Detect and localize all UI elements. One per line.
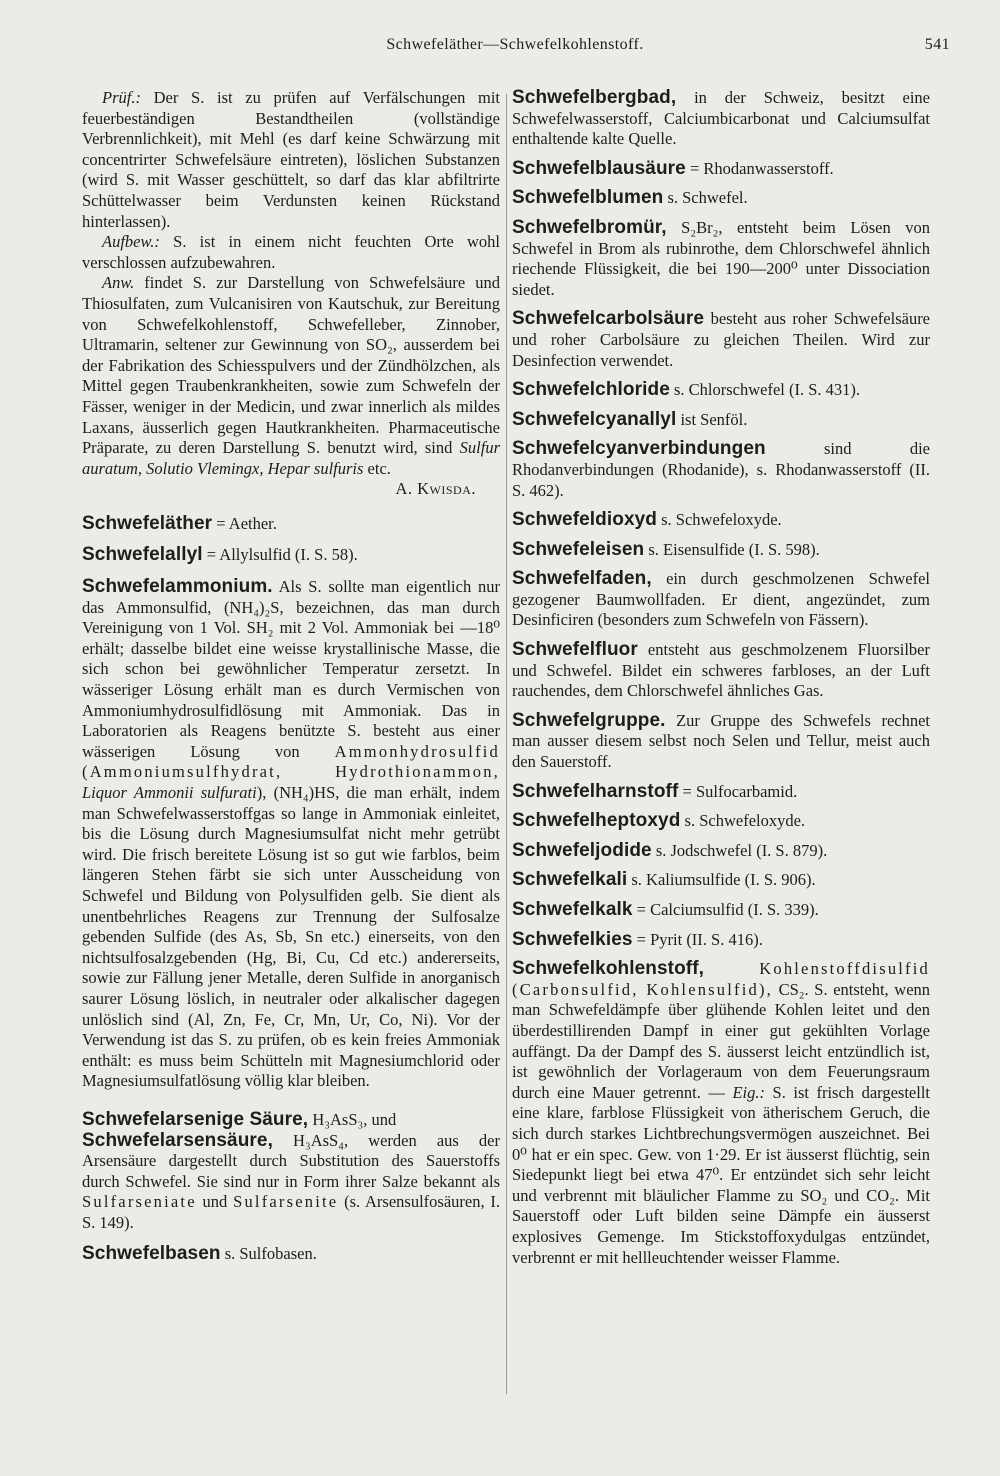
entry-text: Als S. sollte man eigentlich nur das Ammonsulfid, (NH₄)₂S, bezeichnen, das man durch Vereinigung von 1 Vol. SH₂ mit 2 Vol. Ammoniak bei —18⁰ erhält; dasselbe bildet eine weisse krystallinische Masse, die sich schon bei gewöhnlicher Temperatur zersetzt. In wässeriger Lösung erhält man es durch Vermischen von Ammoniumhydrosulfidlösung mit Ammoniak. Das in Laboratorien als Reagens benützte S. besteht aus einer wässerigen Lösung von <box>82 577 500 761</box>
entry-text: entsteht aus geschmolzenem Fluorsilber und Schwefel. Bildet ein schweres farbloses, an der Luft rauchendes, dem Chlorschwefel ähnliches Gas. <box>512 640 931 701</box>
entry-headword: Schwefelarsensäure, <box>82 1129 273 1151</box>
entry-schwefelgruppe <box>512 711 930 773</box>
anw-preparations: Sulfur auratum, Solutio Vlemingx, Hepar sulfuris <box>82 438 501 478</box>
entry-schwefeleisen <box>512 540 930 561</box>
entry-conjunction: und <box>371 1109 397 1129</box>
aufbew-text: S. ist in einem nicht feuchten Orte wohl verschlossen aufzubewahren. <box>82 232 500 272</box>
entry-headword: Schwefeläther <box>82 512 213 534</box>
entry-text: s. Schwefel. <box>667 188 748 208</box>
page-number: 541 <box>924 36 950 53</box>
entry-text: ein durch geschmolzenen Schwefel gezogener Baumwollfaden. Er dient, angezündet, zum Desinficiren (besonders zum Schwefeln von Fässern). <box>512 569 931 630</box>
entry-headword: Schwefelblausäure <box>512 157 686 179</box>
entry-schwefelaether <box>82 514 500 535</box>
entry-headword: Schwefelchloride <box>512 379 670 401</box>
entry-text: S₂Br₂, entsteht beim Lösen von Schwefel in Brom als rubinrothe, dem Chlorschwefel ähnlich riechende Flüssigkeit, die bei 190—200⁰ unter Dissociation siedet. <box>512 217 930 299</box>
entry-schwefelcyanallyl <box>512 410 930 431</box>
entry-headword: Schwefelblumen <box>512 187 664 209</box>
entry-schwefelbasen <box>82 1244 500 1265</box>
entry-text: s. Chlorschwefel (I. S. 431). <box>674 380 861 400</box>
running-header <box>80 36 950 60</box>
entry-text: s. Eisensulfide (I. S. 598). <box>648 539 820 559</box>
pruef-text: Der S. ist zu prüfen auf Verfälschungen mit feuerbeständigen Bestandtheilen (vollständige Verbrennlichkeit), mit Mehl (es darf keine Schwärzung mit concentrirter Schwefelsäure eintreten), löslichen Substanzen (wird S. mit Wasser geschüttelt, so darf das klar abfiltrirte Schüttelwasser beim Verdunsten keinen Rückstand hinterlassen). <box>82 88 500 231</box>
entry-headword: Schwefelkali <box>512 869 628 891</box>
entry-headword: Schwefelgruppe. <box>512 709 666 731</box>
entry-schwefelbromuer <box>512 218 930 300</box>
column-divider <box>506 94 507 1394</box>
entry-headword: Schwefelheptoxyd <box>512 810 681 832</box>
entry-schwefelarsensaeure <box>82 1131 500 1234</box>
entry-text: s. Jodschwefel (I. S. 879). <box>655 840 828 860</box>
entry-schwefelkohlenstoff <box>512 959 930 1268</box>
entry-headword: Schwefelkies <box>512 928 633 950</box>
entry-spaced-term: Kohlenstoffdisulfid (Carbonsulfid, Kohlensulfid), <box>512 959 930 999</box>
entry-schwefelfaden <box>512 569 930 631</box>
entry-text: s. Kaliumsulfide (I. S. 906). <box>631 870 816 890</box>
entry-text: s. Schwefeloxyde. <box>661 510 782 530</box>
anw-paragraph <box>82 273 500 479</box>
pruef-paragraph <box>82 88 500 232</box>
entry-text: = Calciumsulfid (I. S. 339). <box>636 900 819 919</box>
entry-schwefeljodide <box>512 841 930 862</box>
entry-text: = Sulfocarbamid. <box>682 781 798 801</box>
entry-schwefelchloride <box>512 380 930 401</box>
entry-schwefelkalk <box>512 900 930 921</box>
entry-text: = Pyrit (II. S. 416). <box>636 929 763 949</box>
anw-label: Anw. <box>102 273 135 293</box>
entry-headword: Schwefelallyl <box>82 544 203 566</box>
entry-headword: Schwefeleisen <box>512 538 645 560</box>
entry-headword: Schwefelbromür, <box>512 216 667 238</box>
entry-text: CS₂. S. entsteht, wenn man Schwefeldämpfe über glühende Kohlen leitet und den überdestillirenden Dampf in einer gut gekühlten Vorlage auffängt. Da der Dampf des S. äusserst leicht entzündlich ist, ist gewöhnlich der Vorlageraum von dem Feuerungsraum durch eine Mauer getrennt. — <box>512 979 931 1102</box>
entry-text: s. Sulfobasen. <box>224 1244 317 1264</box>
page-title: Schwefeläther—Schwefelkohlenstoff. <box>386 36 644 53</box>
entry-schwefelheptoxyd <box>512 811 930 832</box>
entry-formula: H₃AsS₃, <box>312 1109 368 1129</box>
entry-text: s. Schwefeloxyde. <box>684 811 806 831</box>
entry-conjunction: und <box>202 1192 228 1212</box>
entry-spaced-term: Ammonhydrosulfid (Ammoniumsulfhydrat, Hydrothionammon, <box>82 741 501 782</box>
entry-schwefelblausaeure <box>512 159 930 180</box>
right-column <box>512 88 930 1277</box>
entry-headword: Schwefelkalk <box>512 899 633 920</box>
entry-text: in der Schweiz, besitzt eine Schwefelwasserstoff, Calciumbicarbonat und Calciumsulfat enthaltende kalte Quelle. <box>512 88 931 149</box>
entry-spaced-term: Sulfarseniate <box>82 1192 197 1212</box>
entry-schwefelallyl <box>82 545 500 566</box>
entry-schwefelcarbolsaeure <box>512 309 930 371</box>
entry-text-continued: ), (NH₄)HS, die man erhält, indem man Schwefelwasserstoffgas so lange in Ammoniak einleitet, bis die Lösung durch Magnesiumsulfat nicht mehr getrübt wird. Die frisch bereitete Lösung ist so gut wie farblos, beim längeren Stehen färbt sie sich unter Ausscheidung von Schwefel und Bildung von Polysulfiden gelb. Sie dient als unentbehrliches Reagens zur Trennung der Sulfosalze gebenden Sulfide (des As, Sb, Sn etc.) einerseits, von den nichtsulfosalzgebenden (Hg, Bi, Cu, Cd etc.) andererseits, sowie zur Fällung jener Metalle, deren Sulfide in anorganisch saurer Lösung löslich, in neutraler oder alkalischer dagegen unlöslich sind (Al, Zn, Fe, Cr, Mn, Ur, Co, Ni). Vor der Verwendung ist das S. zu prüfen, ob es kein freies Ammoniak enthält: es muss beim Schütteln mit Magnesiumchlorid oder Magnesiumsulfatlösung völlig klar bleiben. <box>82 783 500 1091</box>
entry-text: besteht aus roher Schwefelsäure und roher Carbolsäure zu gleichen Theilen. Wird zur Desinfection verwendet. <box>512 309 931 370</box>
entry-schwefeldioxyd <box>512 510 930 531</box>
author-signature: A. Kwisda. <box>395 479 476 499</box>
entry-text: = Aether. <box>216 513 277 533</box>
entry-headword: Schwefelfaden, <box>512 568 652 590</box>
entry-schwefelammonium <box>82 577 500 1092</box>
entry-schwefelkali <box>512 870 930 891</box>
entry-schwefelfluor <box>512 640 930 702</box>
entry-headword: Schwefelcyanallyl <box>512 408 677 430</box>
entry-schwefelarsenige-saeure <box>82 1110 500 1131</box>
entry-headword: Schwefelharnstoff <box>512 780 679 802</box>
entry-headword: Schwefelfluor <box>512 639 638 661</box>
entry-schwefelblumen <box>512 188 930 209</box>
entry-text: H₃AsS₄, werden aus der Arsensäure dargestellt durch Substitution des Sauerstoffs durch Schwefel. Sie sind nur in Form ihrer Salze bekannt als <box>82 1130 500 1191</box>
left-column <box>82 88 500 1276</box>
entry-text-continued: (s. Arsensulfosäuren, I. S. 149). <box>82 1192 501 1232</box>
entry-text: Zur Gruppe des Schwefels rechnet man ausser diesem selbst noch Selen und Tellur, meist auch den Sauerstoff. <box>512 710 930 772</box>
entry-headword: Schwefelarsenige Säure, <box>82 1108 309 1130</box>
anw-text: findet S. zur Darstellung von Schwefelsäure und Thiosulfaten, zum Vulcanisiren von Kautschuk, zur Bereitung von Schwefelkohlenstoff, Schwefelleber, Zinnober, Ultramarin, seltener zur Gewinnung von SO₂, ausserdem bei der Fabrikation des Schiesspulvers und der Zündhölzchen, als Mittel gegen Traubenkrankheiten, sowie zum Schwefeln der Fässer, weniger in der Medicin, und zwar innerlich als mildes Laxans, äusserlich gegen Hautkrankheiten. Pharmaceutische Präparate, zu deren Darstellung S. benutzt wird, sind <box>82 273 500 458</box>
entry-text: = Rhodanwasserstoff. <box>689 158 834 178</box>
entry-text: sind die Rhodanverbindungen (Rhodanide), s. Rhodanwasserstoff (II. S. 462). <box>512 439 930 500</box>
entry-schwefelharnstoff <box>512 782 930 803</box>
entry-headword: Schwefelbasen <box>82 1243 221 1265</box>
entry-text: = Allylsulfid (I. S. 58). <box>206 545 358 565</box>
eig-label: Eig.: <box>732 1082 765 1102</box>
entry-text-continued: S. ist frisch dargestellt eine klare, farblose Flüssigkeit von ätherischem Geruch, die sich durch starkes Lichtbrechungsvermögen auszeichnet. Bei 0⁰ hat er ein spec. Gew. von 1·29. Er ist äusserst flüchtig, sein Siedepunkt liegt bei etwa 47⁰. Er entzündet sich sehr leicht und verbrennt mit bläulicher Flamme zu SO₂ und CO₂. Mit Sauerstoff oder Luft bilden seine Dämpfe ein äusserst explosives Gemenge. Im Stickstoffoxydulgas entzündet, verbrennt er mit hellleuchtender weisser Flamme. <box>512 1082 930 1267</box>
entry-headword: Schwefelcarbolsäure <box>512 308 704 330</box>
entry-text: ist Senföl. <box>680 409 748 429</box>
aufbew-label: Aufbew.: <box>102 232 160 252</box>
entry-schwefelkies <box>512 930 930 951</box>
entry-headword: Schwefeljodide <box>512 839 652 861</box>
aufbew-paragraph <box>82 232 500 273</box>
entry-schwefelbergbad <box>512 88 930 150</box>
entry-latin-term: Liquor Ammonii sulfurati <box>82 783 257 802</box>
entry-schwefelcyanverbindungen <box>512 439 930 501</box>
pruef-label: Prüf.: <box>102 88 141 107</box>
entry-headword: Schwefelcyanverbindungen <box>512 438 766 460</box>
entry-spaced-term-2: Sulfarsenite <box>233 1192 339 1212</box>
entry-headword: Schwefeldioxyd <box>512 509 657 531</box>
entry-headword: Schwefelammonium. <box>82 576 273 598</box>
anw-end: etc. <box>367 458 391 478</box>
entry-headword: Schwefelbergbad, <box>512 87 677 108</box>
entry-headword: Schwefelkohlenstoff, <box>512 958 705 980</box>
